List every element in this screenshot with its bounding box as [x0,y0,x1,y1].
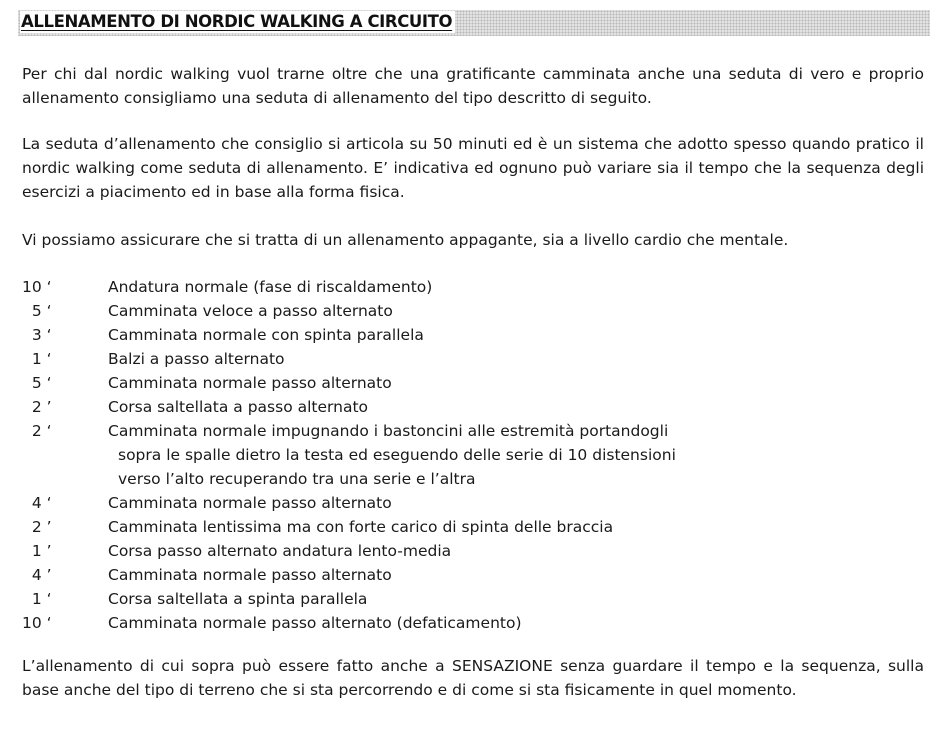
exercise-row [22,299,922,323]
exercise-time: 1 ‘ [22,590,52,608]
document-title: ALLENAMENTO DI NORDIC WALKING A CIRCUITO [20,11,455,33]
exercise-description-block [108,419,922,491]
exercise-time: 5 ‘ [22,374,52,392]
exercise-description-continued: sopra le spalle dietro la testa ed eseguendo delle serie di 10 distensioni [118,446,676,464]
exercise-list [22,275,922,635]
assurance-paragraph: Vi possiamo assicurare che si tratta di un allenamento appagante, sia a livello cardio che mentale. [22,231,789,249]
exercise-row [22,491,922,515]
exercise-description: Camminata normale con spinta parallela [108,326,424,344]
exercise-description: Camminata veloce a passo alternato [108,302,393,320]
exercise-time: 4 ’ [22,566,52,584]
exercise-time: 3 ‘ [22,326,52,344]
exercise-time: 2 ‘ [22,422,52,440]
exercise-description: Corsa saltellata a passo alternato [108,398,369,416]
exercise-time: 2 ’ [22,398,52,416]
closing-paragraph: L’allenamento di cui sopra può essere fatto anche a SENSAZIONE senza guardare il tempo e la sequenza, sulla base anche del tipo di terreno che si sta percorrendo e di come si sta fisicamente in quel momento. [22,657,924,699]
exercise-time: 2 ’ [22,518,52,536]
session-paragraph: La seduta d’allenamento che consiglio si articola su 50 minuti ed è un sistema che adotto spesso quando pratico il nordic walking come seduta di allenamento. E’ indicativa ed ognuno può variare sia il tempo che la sequenza degli esercizi a piacimento ed in base alla forma fisica. [22,135,924,201]
exercise-row [22,347,922,371]
exercise-time: 4 ‘ [22,494,52,512]
exercise-time: 10 ‘ [22,614,52,632]
exercise-row [22,323,922,347]
exercise-description: Corsa saltellata a spinta parallela [108,590,368,608]
exercise-description: Camminata normale passo alternato [108,566,392,584]
exercise-row [22,563,922,587]
exercise-row [22,539,922,563]
exercise-row [22,419,922,491]
exercise-time: 5 ‘ [22,302,52,320]
exercise-description-continued: verso l’alto recuperando tra una serie e l’altra [118,470,476,488]
exercise-description: Camminata normale impugnando i bastoncini alle estremità portandogli [108,422,669,440]
exercise-row [22,515,922,539]
exercise-time: 1 ’ [22,542,52,560]
exercise-description: Camminata normale passo alternato (defaticamento) [108,614,522,632]
exercise-row [22,587,922,611]
exercise-row [22,275,922,299]
exercise-row [22,371,922,395]
intro-paragraph: Per chi dal nordic walking vuol trarne oltre che una gratificante camminata anche una seduta di vero e proprio allenamento consigliamo una seduta di allenamento del tipo descritto di seguito. [22,65,924,107]
exercise-description: Andatura normale (fase di riscaldamento) [108,278,433,296]
exercise-time: 10 ‘ [22,278,52,296]
exercise-row [22,611,922,635]
exercise-description: Corsa passo alternato andatura lento-media [108,542,452,560]
exercise-description: Camminata normale passo alternato [108,374,392,392]
exercise-description: Camminata lentissima ma con forte carico di spinta delle braccia [108,518,614,536]
exercise-time: 1 ‘ [22,350,52,368]
exercise-row [22,395,922,419]
exercise-description: Balzi a passo alternato [108,350,285,368]
exercise-description: Camminata normale passo alternato [108,494,392,512]
